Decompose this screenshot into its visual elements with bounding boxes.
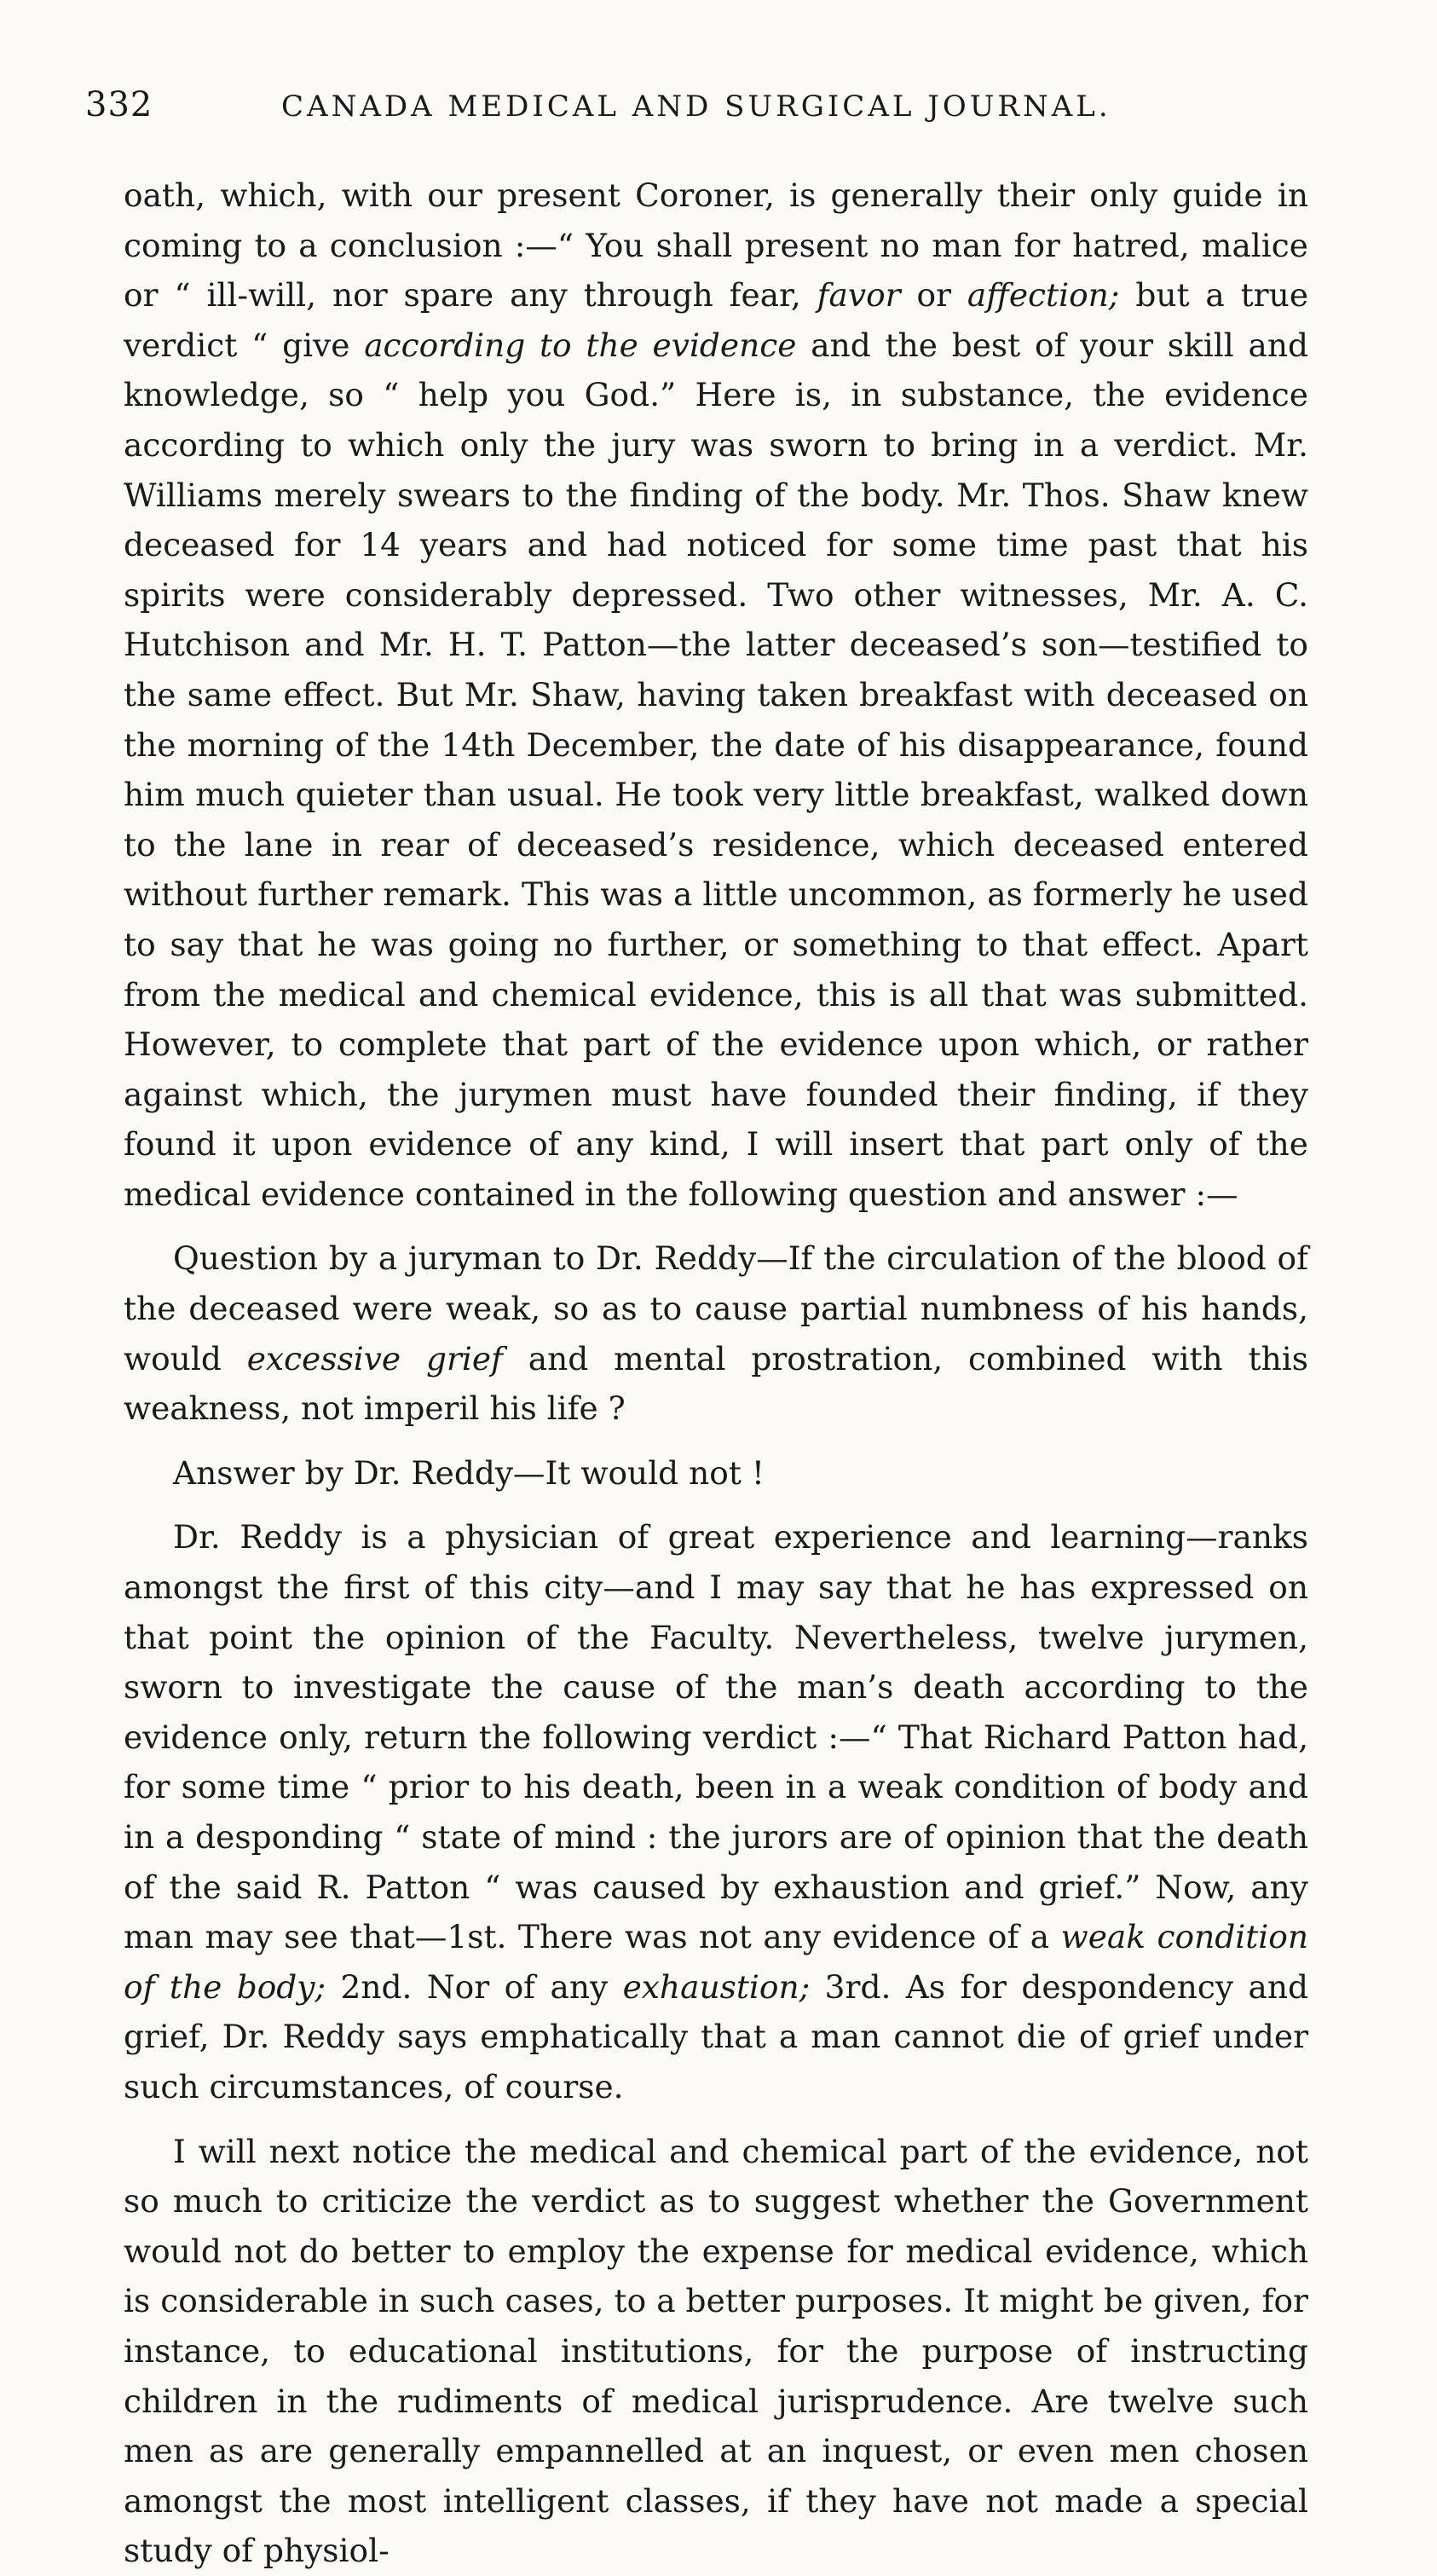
italic-text: excessive grief bbox=[246, 1339, 503, 1378]
paragraph bbox=[124, 2127, 1308, 2576]
paragraph bbox=[124, 1233, 1308, 1433]
running-title: CANADA MEDICAL AND SURGICAL JOURNAL. bbox=[281, 90, 1111, 124]
paragraph bbox=[124, 170, 1308, 1219]
page-header bbox=[85, 85, 1193, 136]
text-run: Answer by Dr. Reddy—It would not ! bbox=[173, 1453, 765, 1492]
italic-text: according to the evidence bbox=[364, 326, 797, 364]
text-run: and mental prostration, combined with this weakness, not imperil his life ? bbox=[124, 1339, 1308, 1428]
text-run: but a true verdict “ give bbox=[124, 276, 1309, 364]
text-run: I will next notice the medical and chemical part of the evidence, not so much to criticize the verdict as to suggest whether the Government would not do better to employ the expense for medical evidence, which is considerable in such cases, to a better purposes. It might be given, for instance, to educational institutions, for the purpose of instructing children in the rudiments of medical jurisprudence. Are twelve such men as are generally empannelled at an inquest, or even men chosen amongst the most intelligent classes, if they have not made a special study of physiol- bbox=[124, 2132, 1308, 2570]
article-body bbox=[124, 170, 1308, 2576]
text-run: 2nd. Nor of any bbox=[326, 1967, 623, 2006]
text-run: Dr. Reddy is a physician of great experience and learning—ranks amongst the first of this city—and I may say that he has expressed on that point the opinion of the Faculty. Nevertheless, twelve jurymen, sworn to investigate the cause of the man’s death according to the evidence only, return the following verdict :—“ That Richard Patton had, for some time “ prior to his death, been in a weak condition of body and in a desponding “ state of mind : the jurors are of opinion that the death of the said R. Patton “ was caused by exhaustion and grief.” Now, any man may see that—1st. There was not any evidence of a bbox=[124, 1518, 1308, 1956]
text-run: 3rd. As for despondency and grief, Dr. Reddy says emphatically that a man cannot die of grief under such circumstances, of course. bbox=[124, 1967, 1308, 2105]
text-run: Question by a juryman to Dr. Reddy—If the circulation of the blood of the deceased were weak, so as to cause partial numbness of his hands, would bbox=[124, 1239, 1308, 1378]
paragraph bbox=[124, 1512, 1308, 2111]
page-number: 332 bbox=[85, 85, 153, 124]
text-run: and the best of your skill and knowledge, so “ help you God.” Here is, in substance, the evidence according to which only the jury was sworn to bring in a verdict. Mr. Williams merely swears to the finding of the body. Mr. Thos. Shaw knew deceased for 14 years and had noticed for some time past that his spirits were considerably depressed. Two other witnesses, Mr. A. C. Hutchison and Mr. H. T. Patton—the latter deceased’s son—testified to the same effect. But Mr. Shaw, having taken breakfast with deceased on the morning of the 14th December, the date of his disappearance, found him much quieter than usual. He took very little breakfast, walked down to the lane in rear of deceased’s residence, which deceased entered without further remark. This was a little uncommon, as formerly he used to say that he was going no further, or something to that effect. Apart from the medical and chemical evidence, this is all that was submitted. However, to complete that part of the evidence upon which, or rather against which, the jurymen must have founded their finding, if they found it upon evidence of any kind, I will insert that part only of the medical evidence contained in the following question and answer :— bbox=[124, 326, 1308, 1213]
italic-text: favor bbox=[817, 276, 901, 315]
text-run: or bbox=[900, 276, 967, 315]
italic-text: affection; bbox=[967, 276, 1120, 315]
italic-text: weak condition of the body; bbox=[124, 1918, 1309, 2006]
paragraph bbox=[124, 1448, 1308, 1499]
italic-text: exhaustion; bbox=[622, 1967, 811, 2006]
text-run: oath, which, with our present Coroner, is generally their only guide in coming to a conclusion :—“ You shall present no man for hatred, malice or “ ill-will, nor spare any through fear, bbox=[124, 176, 1308, 315]
